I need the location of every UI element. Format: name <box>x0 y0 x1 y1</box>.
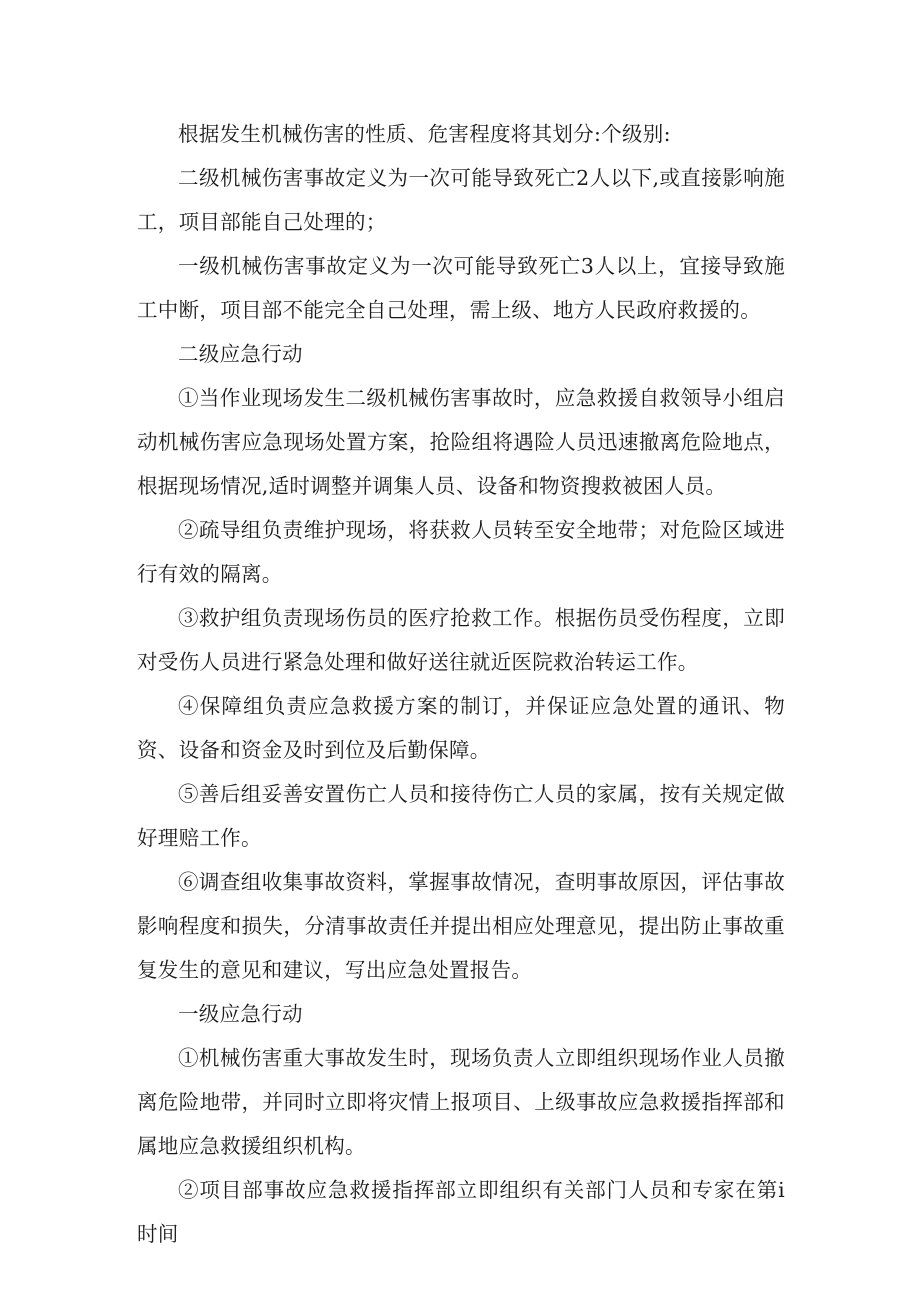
paragraph-level-one-definition: 一级机械伤害事故定义为一次可能导致死亡3人以上，宜接导致施工中断，项目部不能完全自己处理，需上级、地方人民政府救援的。 <box>137 254 785 322</box>
paragraph-level-two-item-3: ③救护组负责现场伤员的医疗抢救工作。根据伤员受伤程度，立即对受伤人员进行紧急处理和做好送往就近医院救治转运工作。 <box>137 606 785 674</box>
paragraph-level-two-definition: 二级机械伤害事故定义为一次可能导致死亡2人以下,或直接影响施工，项目部能自己处理的； <box>137 166 785 234</box>
paragraph-level-two-item-2: ②疏导组负责维护现场，将获救人员转至安全地带；对危险区域进行有效的隔离。 <box>137 518 785 586</box>
paragraph-level-one-item-1: ①机械伤害重大事故发生时，现场负责人立即组织现场作业人员撤离危险地带，并同时立即将灾情上报项目、上级事故应急救援指挥部和属地应急救援组织机构。 <box>137 1046 785 1158</box>
document-page <box>137 112 785 1256</box>
heading-level-two-response: 二级应急行动 <box>178 342 303 366</box>
paragraph-level-two-item-6: ⑥调查组收集事故资料，掌握事故情况，查明事故原因，评估事故影响程度和损失，分清事故责任并提出相应处理意见，提出防止事故重复发生的意见和建议，写出应急处置报告。 <box>137 870 785 982</box>
paragraph-level-one-item-2: ②项目部事故应急救援指挥部立即组织有关部门人员和专家在第i时间 <box>137 1178 785 1246</box>
heading-level-one-response: 一级应急行动 <box>178 1002 303 1026</box>
paragraph-level-two-item-5: ⑤善后组妥善安置伤亡人员和接待伤亡人员的家属，按有关规定做好理赔工作。 <box>137 782 785 850</box>
paragraph-classification-intro: 根据发生机械伤害的性质、危害程度将其划分:个级别: <box>178 122 671 146</box>
paragraph-level-two-item-4: ④保障组负责应急救援方案的制订，并保证应急处置的通讯、物资、设备和资金及时到位及后勤保障。 <box>137 694 785 762</box>
paragraph-level-two-item-1: ①当作业现场发生二级机械伤害事故时，应急救援自救领导小组启动机械伤害应急现场处置方案，抢险组将遇险人员迅速撤离危险地点，根据现场情况,适时调整并调集人员、设备和物资搜救被困人员。 <box>137 386 785 498</box>
